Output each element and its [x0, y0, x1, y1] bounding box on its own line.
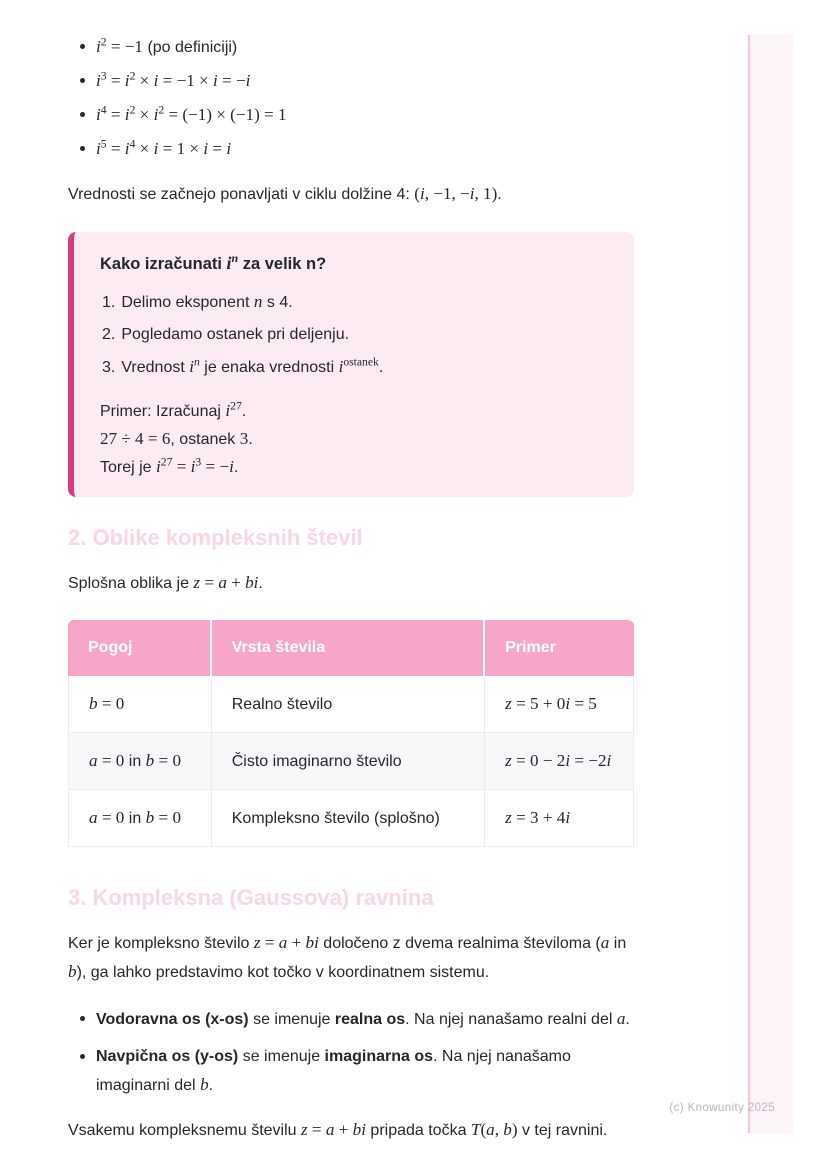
callout-title: Kako izračunati $i^n$ za velik n?	[100, 251, 327, 273]
bullet-dot	[80, 44, 85, 49]
section-2-heading: 2. Oblike kompleksnih števil	[68, 525, 363, 550]
list-item	[68, 102, 634, 129]
list-item	[68, 34, 634, 61]
cell-pogoj: a = 0 in b = 0	[68, 733, 212, 790]
step-number: 1.	[102, 294, 116, 311]
column-header-primer: Primer	[485, 620, 634, 676]
cell-vrsta: Čisto imaginarno število	[212, 733, 485, 790]
bullet-dot	[80, 146, 85, 151]
list-item-text: Vodoravna os (x-os) se imenuje realna os. Na njej nanašamo realni del a.	[96, 1009, 630, 1028]
step-number: 2.	[102, 326, 116, 343]
bullet-dot	[80, 112, 85, 117]
list-item-text: Navpična os (y-os) se imenuje imaginarna os. Na njej nanašamo imaginarni del b.	[96, 1048, 571, 1094]
example-line: Torej je $i^{27} = i^3 = -i$.	[100, 455, 239, 476]
step-number: 3.	[102, 359, 116, 376]
column-header-pogoj: Pogoj	[68, 620, 212, 676]
list-item	[102, 289, 606, 316]
section-3-outro-paragraph: Vsakemu kompleksnemu številu z = a + bi pripada točka T(a, b) v tej ravnini.	[68, 1120, 608, 1139]
list-item	[68, 68, 634, 95]
list-item-text: $i^2 = -1$ (po definiciji)	[96, 35, 238, 56]
bullet-dot	[80, 1016, 85, 1021]
cell-vrsta: Kompleksno število (splošno)	[212, 790, 485, 847]
cycle-summary-paragraph: Vrednosti se začnejo ponavljati v ciklu dolžine 4: (i, −1, −i, 1).	[68, 184, 502, 203]
copyright-notice: (c) Knowunity 2025	[669, 1102, 775, 1114]
bullet-dot	[80, 1054, 85, 1059]
list-item	[68, 1043, 634, 1100]
table-header-row	[68, 620, 634, 676]
cell-vrsta: Realno število	[212, 676, 485, 733]
column-header-vrsta: Vrsta števila	[212, 620, 485, 676]
cell-pogoj: a = 0 in b = 0	[68, 790, 212, 847]
step-text: Delimo eksponent n s 4.	[121, 292, 293, 311]
step-text: Vrednost $i^n$ je enaka vrednosti $i^{ostanek}$.	[121, 355, 384, 376]
list-item-text: $i^3 = i^2 \times i = -1 \times i = -i$	[96, 69, 251, 90]
complex-number-forms-table	[68, 620, 634, 847]
list-item-text: $i^5 = i^4 \times i = 1 \times i = i$	[96, 137, 232, 158]
section-3-heading: 3. Kompleksna (Gaussova) ravnina	[68, 885, 434, 910]
list-item-text: $i^4 = i^2 \times i^2 = (-1) \times (-1) = 1$	[96, 103, 287, 124]
how-to-callout-box	[68, 232, 634, 497]
document-content	[68, 34, 634, 1145]
list-item	[102, 354, 606, 381]
cell-primer: z = 3 + 4i	[485, 790, 634, 847]
cell-pogoj: b = 0	[68, 676, 212, 733]
list-item	[68, 136, 634, 163]
cell-primer: z = 0 − 2i = −2i	[485, 733, 634, 790]
list-item	[68, 1005, 634, 1034]
step-text: Pogledamo ostanek pri deljenju.	[121, 326, 350, 343]
table-row	[68, 676, 634, 733]
section-2-intro-paragraph: Splošna oblika je z = a + bi.	[68, 573, 263, 592]
axes-list	[68, 1005, 634, 1100]
section-3-intro-paragraph: Ker je kompleksno število z = a + bi določeno z dvema realnima številoma (a in b), ga lahko predstavimo kot točko v koordinatnem sistemu.	[68, 933, 627, 981]
bullet-dot	[80, 78, 85, 83]
list-item	[102, 322, 606, 348]
callout-steps-list	[102, 289, 606, 381]
example-line: 27 ÷ 4 = 6, ostanek 3.	[100, 429, 253, 448]
table-row	[68, 790, 634, 847]
powers-of-i-list	[68, 34, 634, 163]
table-row	[68, 733, 634, 790]
cell-primer: z = 5 + 0i = 5	[485, 676, 634, 733]
example-line: Primer: Izračunaj $i^{27}$.	[100, 399, 247, 420]
page-side-accent-strip	[748, 35, 793, 1133]
